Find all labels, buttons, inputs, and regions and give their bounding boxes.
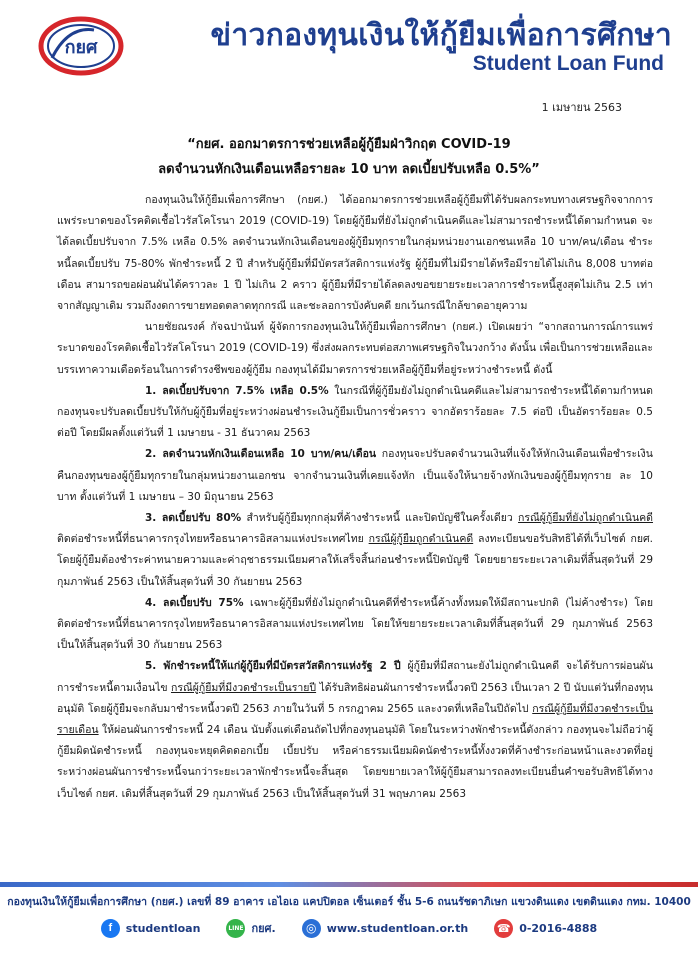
measure-item-5 [57,656,653,804]
phone-contact[interactable] [494,919,597,938]
website-url: www.studentloan.or.th [326,921,469,935]
measure-3-text-a: สำหรับผู้กู้ยืมทุกกลุ่มที่ค้างชำระหนี้ และปิดบัญชีในครั้งเดียว [241,512,519,525]
footer-address: กองทุนเงินให้กู้ยืมเพื่อการศึกษา (กยศ.) เลขที่ 89 อาคาร เอไอเอ แคปปิตอล เซ็นเตอร์ ชั้น 5-6 ถนนรัชดาภิเษก แขวงดินแดง เขตดินแดง กทม. 10400 [7,896,691,908]
measure-5-underline-1: กรณีผู้กู้ยืมที่มีงวดชำระเป็นรายปี [170,681,317,694]
measure-4-text: เฉพาะผู้กู้ยืมที่ยังไม่ถูกดำเนินคดีที่ชำระหนี้ค้างทั้งหมดให้มีสถานะปกติ (ไม่ค้างชำระ) โดยติดต่อชำระหนี้ที่ธนาคารกรุงไทยหรือธนาคารอิสลามแห่งประเทศไทย โดยให้ขยายระยะเวลาเดิมที่สิ้นสุดวันที่ 29 กุมภาพันธ์ 2563 เป็นให้สิ้นสุดวันที่ 30 กันยายน 2563 [57,596,653,652]
letterhead-title-thai: ข่าวกองทุนเงินให้กู้ยืมเพื่อการศึกษา [210,18,672,53]
student-loan-fund-logo [38,16,124,76]
body-paragraph-quote: นายชัยณรงค์ กัจฉปานันท์ ผู้จัดการกองทุนเงินให้กู้ยืมเพื่อการศึกษา (กยศ.) เปิดเผยว่า “จากสถานการณ์การแพร่ระบาดของโรคติดเชื้อไวรัสโคโรนา 2019 (COVID-19) ซึ่งส่งผลกระทบต่อสภาพเศรษฐกิจในวงกว้าง ดังนั้น เพื่อเป็นการช่วยเหลือและบรรเทาความเดือดร้อนในการดำรงชีพของผู้กู้ยืม กองทุนได้มีมาตรการช่วยเหลือผู้กู้ยืมที่อยู่ระหว่างชำระหนี้ ดังนี้ [57,321,653,376]
news-headline [0,132,698,182]
logo-lettering: กยศ [64,37,98,58]
measure-5-heading: 5. พักชำระหนี้ให้แก่ผู้กู้ยืมที่มีบัตรสวัสดิการแห่งรัฐ 2 ปี [145,660,401,673]
measure-4-heading: 4. ลดเบี้ยปรับ 75% [145,596,244,609]
headline-line-2: ลดจำนวนหักเงินเดือนเหลือรายละ 10 บาท ลดเบี้ยปรับเหลือ 0.5%” [158,162,540,177]
footer-divider [0,882,698,887]
measure-2-heading: 2. ลดจำนวนหักเงินเดือนเหลือ 10 บาท/คน/เดือน [145,448,377,461]
news-body [57,190,653,805]
measure-item-1 [57,381,653,445]
measure-5-underline-2: กรณีผู้กู้ยืมที่มีงวดชำระเป็นรายเดือน [57,702,653,737]
measure-item-2 [57,444,653,508]
measure-3-underline-1: กรณีผู้กู้ยืมที่ยังไม่ถูกดำเนินคดี [518,512,653,525]
measure-3-text-b: ติดต่อชำระหนี้ที่ธนาคารกรุงไทยหรือธนาคารอิสลามแห่งประเทศไทย [57,533,369,546]
phone-number: 0-2016-4888 [519,921,598,935]
globe-icon: ◎ [302,919,321,938]
measure-2-text: กองทุนจะปรับลดจำนวนเงินที่แจ้งให้หักเงินเดือนเพื่อชำระเงินคืนกองทุนของผู้กู้ยืมทุกรายในกลุ่มหน่วยงานเอกชน จากจำนวนเงินที่เคยแจ้งหัก เป็นแจ้งให้นายจ้างหักเงินของผู้กู้ยืมทุกราย ละ 10 บาท ตั้งแต่วันที่ 1 เมษายน – 30 มิถุนายน 2563 [57,448,653,503]
facebook-icon: f [101,919,120,938]
website-contact[interactable] [302,919,468,938]
measure-1-heading: 1. ลดเบี้ยปรับจาก 7.5% เหลือ 0.5% [145,384,329,397]
measure-item-4 [57,593,653,657]
measure-5-text-c: ให้ผ่อนผันการชำระหนี้ 24 เดือน นับตั้งแต่เดือนถัดไปที่กองทุนอนุมัติ โดยในระหว่างพักชำระหนี้ดังกล่าว กองทุนจะไม่ถือว่าผู้กู้ยืมผิดนัดชำระหนี้ กองทุนจะหยุดคิดดอกเบี้ย เบี้ยปรับ หรือค่าธรรมเนียมผิดนัดชำระหนี้ทั้งงวดที่ค้างชำระก่อนหน้าและงวดที่อยู่ระหว่างผ่อนผันการชำระหนี้จนกว่าระยะเวลาพักชำระหนี้จะสิ้นสุด โดยขยายเวลาให้ผู้กู้ยืมสามารถลงทะเบียนยื่นคำขอรับสิทธิได้ทางเว็บไซต์ กยศ. เดิมที่สิ้นสุดวันที่ 29 กุมภาพันธ์ 2563 เป็นให้สิ้นสุดวันที่ 31 พฤษภาคม 2563 [57,724,653,800]
measure-item-3 [57,508,653,593]
measure-5-text-a: ผู้กู้ยืมที่มีสถานะยังไม่ถูกดำเนินคดี จะได้รับการผ่อนผันการชำระหนี้ตามเงื่อนไข [57,660,653,694]
measure-3-heading: 3. ลดเบี้ยปรับ 80% [145,512,242,525]
headline-line-1: “กยศ. ออกมาตรการช่วยเหลือผู้กู้ยืมฝ่าวิกฤต COVID-19 [187,137,511,152]
announcement-date: 1 เมษายน 2563 [541,101,622,114]
measure-3-text-c: ลงทะเบียนขอรับสิทธิได้ที่เว็บไซต์ กยศ. โดยผู้กู้ยืมต้องชำระค่าทนายความและค่าฤชาธรรมเนียมศาลให้เสร็จสิ้นก่อนชำระหนี้ปิดบัญชี โดยขยายระยะเวลาเดิมที่สิ้นสุดวันที่ 29 กุมภาพันธ์ 2563 เป็นให้สิ้นสุดวันที่ 30 กันยายน 2563 [57,533,654,588]
measure-5-text-b: ได้รับสิทธิผ่อนผันการชำระหนี้งวดปี 2563 เป็นเวลา 2 ปี นับแต่วันที่กองทุนอนุมัติ โดยผู้กู้ยืมจะกลับมาชำระหนี้งวดปี 2563 ภายในวันที่ 5 กรกฎาคม 2565 และงวดที่เหลือในปีถัดไป [57,681,653,715]
line-handle: กยศ. [251,922,276,935]
letterhead [0,0,698,92]
letterhead-title-english: Student Loan Fund [472,52,664,75]
facebook-contact[interactable] [101,919,201,938]
line-contact[interactable] [226,919,275,938]
measure-1-text: ในกรณีที่ผู้กู้ยืมยังไม่ถูกดำเนินคดีและไม่สามารถชำระหนี้ได้ตามกำหนด กองทุนจะปรับลดเบี้ยปรับให้กับผู้กู้ยืมที่อยู่ระหว่างผ่อนชำระเงินกู้ยืมเป็นการชั่วคราว จากอัตราร้อยละ 7.5 ต่อปี เป็นอัตราร้อยละ 0.5 ต่อปี โดยมีผลตั้งแต่วันที่ 1 เมษายน - 31 ธันวาคม 2563 [57,384,653,440]
phone-icon: ☎ [494,919,513,938]
body-paragraph-intro: กองทุนเงินให้กู้ยืมเพื่อการศึกษา (กยศ.) ได้ออกมาตรการช่วยเหลือผู้กู้ยืมที่ได้รับผลกระทบทางเศรษฐกิจจากการแพร่ระบาดของโรคติดเชื้อไวรัสโคโรนา 2019 (COVID-19) โดยผู้กู้ยืมที่ยังไม่ถูกดำเนินคดีและไม่สามารถชำระหนี้ได้ตามกำหนด จะได้ลดเบี้ยปรับจาก 7.5% เหลือ 0.5% ลดจำนวนหักเงินเดือนของผู้กู้ยืมทุกรายในกลุ่มหน่วยงานเอกชนเหลือ 10 บาท/คน/เดือน ชำระหนี้ลดเบี้ยปรับ 75-80% พักชำระหนี้ 2 ปี สำหรับผู้กู้ยืมที่มีบัตรสวัสดิการแห่งรัฐ ผู้กู้ยืมที่ไม่มีรายได้หรือมีรายได้ไม่เกิน 8,008 บาทต่อเดือน สามารถขอผ่อนผันได้คราวละ 1 ปี ไม่เกิน 2 คราว ผู้กู้ยืมที่มีรายได้ลดลงขอขยายระยะเวลาการชำระหนี้สูงสุดไม่เกิน 2.5 เท่าจากสัญญาเดิม รวมถึงงดการขายทอดตลาดทุกกรณี และชะลอการบังคับคดี ยกเว้นกรณีใกล้ขาดอายุความ [57,194,653,313]
footer-contacts [0,915,698,941]
line-icon: LINE [226,919,245,938]
facebook-handle: studentloan [125,921,201,935]
measure-3-underline-2: กรณีผู้กู้ยืมถูกดำเนินคดี [368,533,474,546]
